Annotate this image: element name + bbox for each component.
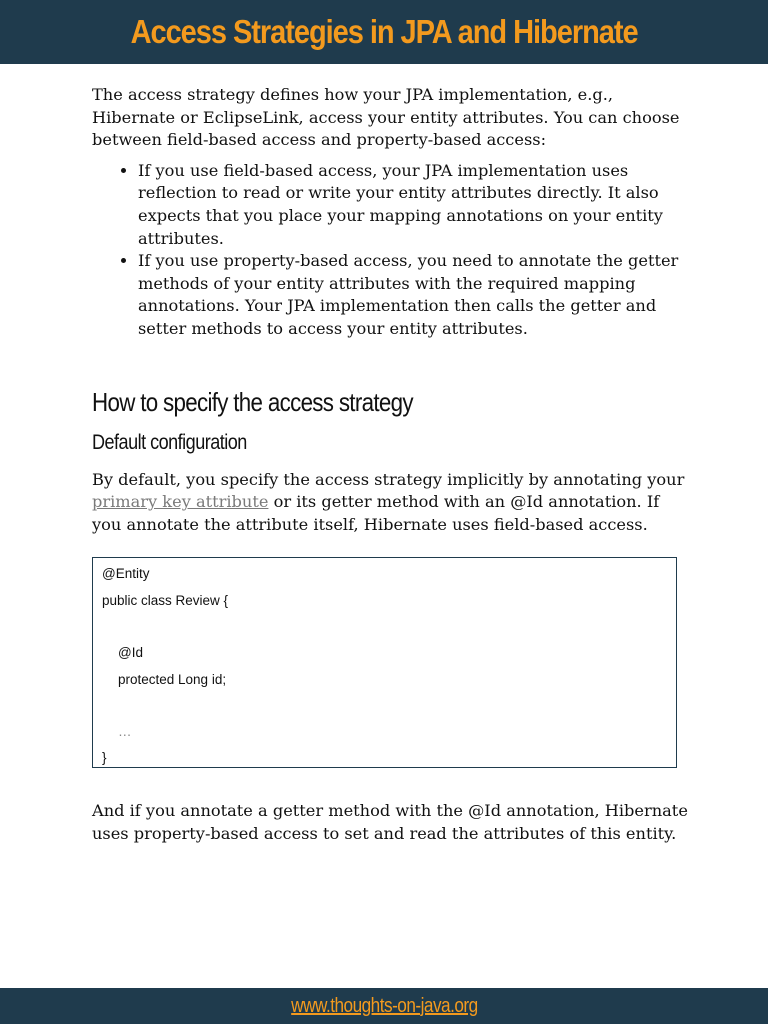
- list-item-property-access: • If you use property-based access, you need to annotate the getter methods of your entity attributes with the required mapping annotations. Your JPA implementation then calls the getter and setter methods to access your entity attributes.: [138, 250, 692, 340]
- code-line-ellipsis: …: [118, 724, 132, 740]
- primary-key-attribute-link[interactable]: primary key attribute: [92, 492, 269, 512]
- header-bar: [0, 0, 768, 64]
- code-line-closing-brace: }: [102, 750, 107, 766]
- code-line-class: public class Review {: [102, 592, 229, 608]
- code-line-blank: [102, 614, 676, 640]
- paragraph-text-before-link: By default, you specify the access strategy implicitly by annotating your: [92, 469, 685, 489]
- code-line-blank: [102, 693, 676, 719]
- section-heading: How to specify the access strategy: [92, 386, 413, 417]
- code-line-entity: @Entity: [102, 566, 150, 582]
- intro-paragraph: The access strategy defines how your JPA implementation, e.g., Hibernate or EclipseLink, access your entity attributes. You can choose between field-based access and property-based access:: [92, 85, 680, 150]
- getter-paragraph: And if you annotate a getter method with the @Id annotation, Hibernate uses property-based access to set and read the attributes of this entity.: [92, 801, 688, 843]
- list-item-field-access: • If you use field-based access, your JPA implementation uses reflection to read or write your entity attributes directly. It also expects that you place your mapping annotations on your entity attributes.: [138, 160, 692, 250]
- article-content: [92, 84, 692, 846]
- code-example: [92, 557, 677, 768]
- paragraph-text-after-link: or its getter method with an @Id annotation. If you annotate the attribute itself, Hibernate uses field-based access.: [92, 492, 660, 534]
- default-config-paragraph: [92, 469, 692, 537]
- code-line-id-annotation: @Id: [118, 645, 143, 661]
- code-line-id-field: protected Long id;: [118, 671, 227, 687]
- subsection-heading: Default configuration: [92, 430, 247, 454]
- website-link[interactable]: www.thoughts-on-java.org: [290, 994, 478, 1017]
- page-title: Access Strategies in JPA and Hibernate: [130, 13, 638, 50]
- access-type-list: [92, 160, 692, 341]
- footer-bar: [0, 988, 768, 1024]
